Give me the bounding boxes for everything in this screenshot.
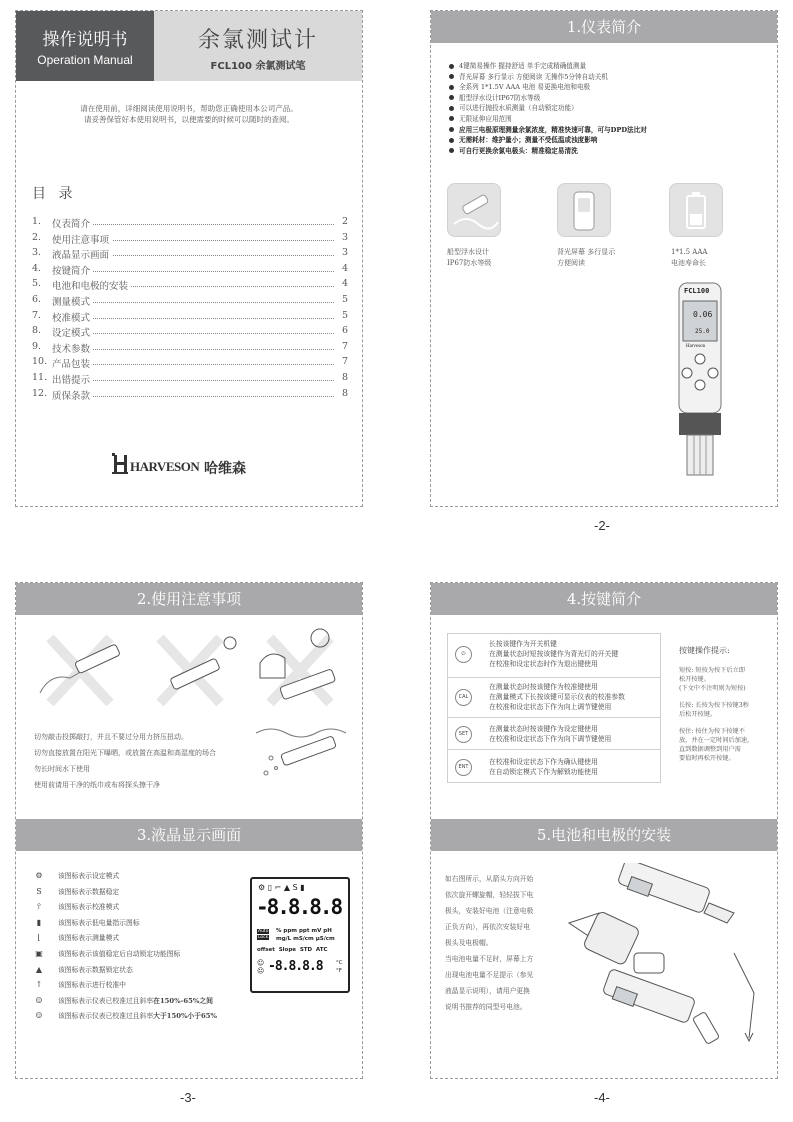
toc-page: 5 bbox=[339, 310, 348, 321]
toc-entry bbox=[32, 216, 348, 230]
icon-box-backlight bbox=[557, 183, 611, 237]
lcd-legend-text: 该图标表示仪表已校准过且斜率 bbox=[58, 1012, 154, 1021]
auto-lock-icon: ▣ bbox=[35, 949, 43, 958]
toc-page: 4 bbox=[339, 263, 348, 274]
probe-icon: ⫯ bbox=[37, 902, 41, 912]
toc-page: 6 bbox=[339, 325, 348, 336]
feature-item bbox=[449, 125, 769, 136]
toc-page: 4 bbox=[339, 278, 348, 289]
toc-page: 5 bbox=[339, 294, 348, 305]
lcd-face-icons: ☺ ☹ bbox=[257, 959, 265, 975]
toc-leader bbox=[52, 318, 334, 319]
title-cn: 操作说明书 bbox=[42, 30, 128, 50]
toc-page: 3 bbox=[339, 232, 348, 243]
toc-leader bbox=[52, 224, 334, 225]
section-header-lcd: 3.液晶显示画面 bbox=[16, 819, 362, 851]
waterproof-pen-icon bbox=[448, 184, 500, 236]
lcd-legend-text: 该图标表示测量模式 bbox=[58, 934, 120, 943]
page-keys-install bbox=[430, 582, 778, 1079]
bullet-icon bbox=[449, 74, 454, 79]
product-name: 余氯测试计 bbox=[197, 28, 318, 53]
toc-page: 3 bbox=[339, 247, 348, 258]
intro-line-2: 请妥善保管好本使用说明书，以便需要的时候可以随时的查阅。 bbox=[84, 115, 294, 124]
lcd-units-2: mg/L mS/cm μS/cm bbox=[276, 936, 335, 942]
lcd-legend-item bbox=[34, 1009, 217, 1023]
lcd-row-3: offset Slope STD ATC bbox=[257, 947, 328, 953]
product-title-block bbox=[154, 11, 362, 81]
toc-entry bbox=[32, 325, 348, 339]
page-cautions-lcd bbox=[15, 582, 363, 1079]
install-line: 正负方向），再依次安装好电 bbox=[445, 923, 530, 931]
s-icon: S bbox=[36, 886, 42, 896]
toc-text: 仪表简介 bbox=[52, 216, 93, 230]
feature-item bbox=[449, 114, 769, 125]
lcd-panel bbox=[250, 877, 350, 993]
lcd-legend-text: 该图标表示校准模式 bbox=[58, 903, 120, 912]
section-header-install: 5.电池和电极的安装 bbox=[431, 819, 777, 851]
lcd-legend-text: 该图标表示进行校准中 bbox=[58, 981, 126, 990]
power-icon: ⏻ bbox=[455, 646, 472, 663]
toc-entry bbox=[32, 294, 348, 308]
feature-item bbox=[449, 72, 769, 83]
hint-long: 长按: 长按为按下按键3秒 后松开按键。 bbox=[679, 702, 749, 718]
intro-line-1: 请在使用前，详细阅读使用说明书，帮助您正确使用本公司产品。 bbox=[80, 104, 298, 113]
smile-face-icon: ☺ bbox=[35, 1011, 43, 1021]
toc-text: 产品包装 bbox=[52, 356, 93, 370]
feature-item bbox=[449, 103, 769, 114]
low-battery-icon: ▮ bbox=[36, 917, 42, 927]
cover-banner bbox=[16, 11, 362, 81]
lcd-legend-text: 该图标表示设定模式 bbox=[58, 872, 120, 880]
device-illustration bbox=[675, 281, 725, 481]
toc-page: 2 bbox=[339, 216, 348, 227]
underwater-pen-icon bbox=[256, 723, 346, 783]
bullet-icon bbox=[449, 127, 454, 132]
icon-caption-backlight: 背光屏幕 多行显示 方便阅读 bbox=[557, 248, 616, 267]
toc-text: 测量模式 bbox=[52, 294, 93, 308]
lcd-legend-text: 该图标表示低电量指示图标 bbox=[58, 918, 140, 927]
toc-number: 8. bbox=[32, 325, 42, 337]
underwater-illustration bbox=[256, 723, 346, 783]
lcd-legend-item bbox=[34, 931, 119, 945]
lcd-legend-text: 该图标表示仪表已校准过且斜率 bbox=[58, 996, 154, 1005]
warning-icon: ▲ bbox=[35, 964, 43, 974]
caution-illustrations bbox=[30, 623, 350, 713]
key-power-desc: 长按该键作为开关机键 在测量状态时短按该键作为背光灯的开关键 在校准和设定状态时作为退出键使用 bbox=[489, 640, 619, 668]
hint-title: 按键操作提示: bbox=[679, 646, 730, 655]
toc-entry bbox=[32, 388, 348, 402]
toc-leader bbox=[52, 364, 334, 365]
toc-number: 3. bbox=[32, 247, 42, 259]
toc-text: 使用注意事项 bbox=[52, 232, 112, 246]
toc-page: 7 bbox=[339, 356, 348, 367]
caution-list bbox=[34, 729, 254, 793]
feature-list bbox=[449, 61, 769, 156]
feature-item bbox=[449, 135, 769, 146]
device-brand: Harveson bbox=[686, 344, 706, 349]
lcd-legend-item bbox=[34, 885, 119, 899]
key-set-desc: 在测量状态时按该键作为设定键使用 在校准和设定状态下作为向下调节键使用 bbox=[489, 725, 612, 743]
feature-text: 无需耗材：维护量小；测量不受低温或浊度影响 bbox=[459, 136, 598, 145]
toc-number: 9. bbox=[32, 340, 42, 352]
bullet-icon bbox=[449, 95, 454, 100]
toc-leader bbox=[52, 271, 334, 272]
page-cover bbox=[15, 10, 363, 507]
toc-text: 液晶显示画面 bbox=[52, 247, 112, 261]
toc-leader bbox=[52, 302, 334, 303]
key-hints bbox=[679, 645, 775, 763]
page-instrument-intro bbox=[430, 10, 778, 507]
icon-caption-waterproof: 船型浮水设计 IP67防水等级 bbox=[447, 248, 492, 267]
caution-1: 切勿敲击投掷敲打，并且不要过分用力挤压扭动。 bbox=[34, 733, 188, 741]
page-number-4: -4- bbox=[594, 1090, 610, 1105]
toc-number: 10. bbox=[32, 356, 48, 368]
lcd-legend-item bbox=[34, 869, 119, 883]
lcd-main-digits: -8.8.8.8 bbox=[256, 895, 342, 919]
lcd-legend-text: 该图标表示数据锁定状态 bbox=[58, 965, 133, 974]
toc-leader bbox=[52, 380, 334, 381]
ent-key-icon: ENT bbox=[455, 759, 472, 776]
install-line: 依次旋开螺旋帽，轻轻拔下电 bbox=[445, 891, 534, 899]
hint-hold: 按住: 按住为按下按键不 放，并在一定时间后加速， 直到数据调整到用户需 要值时再松开按键。 bbox=[679, 728, 754, 762]
lcd-legend-item bbox=[34, 978, 126, 992]
feature-text: 全系列 1*1.5V AAA 电池 易更换电池和电极 bbox=[459, 83, 591, 92]
toc-text: 电池和电极的安装 bbox=[52, 278, 131, 292]
logo-cn: 哈维森 bbox=[204, 461, 246, 477]
toc-text: 校准模式 bbox=[52, 310, 93, 324]
hint-short: 短按: 短按为按下后立即 松开按键。 (下文中不注明则为短按) bbox=[679, 667, 746, 692]
caution-3: 勿长时间水下使用 bbox=[34, 765, 90, 773]
key-cal-desc: 在测量状态时按该键作为校准键使用 在测量模式下长按该键可显示仪表的校准参数 在校准和设定状态下作为向上调节键使用 bbox=[489, 683, 625, 711]
battery-icon bbox=[670, 184, 722, 236]
measure-icon: ⌊ bbox=[37, 933, 41, 943]
key-ent-desc: 在校准和设定状态下作为确认键使用 在自动锁定模式下作为解锁功能使用 bbox=[489, 758, 598, 776]
toc-number: 1. bbox=[32, 216, 42, 227]
arrow-up-icon: ↑ bbox=[35, 980, 43, 990]
cal-key-icon: CAL bbox=[455, 689, 472, 706]
caution-4: 使用前请用干净的纸巾或布将探头擦干净 bbox=[34, 781, 160, 789]
key-row-ent bbox=[447, 749, 661, 784]
toc-entry bbox=[32, 310, 348, 324]
toc-number: 6. bbox=[32, 294, 42, 305]
page-number-2: -2- bbox=[594, 518, 610, 533]
toc-number: 4. bbox=[32, 262, 42, 274]
toc-page: 7 bbox=[339, 341, 348, 352]
feature-item bbox=[449, 93, 769, 104]
lcd-auto: Auto bbox=[258, 929, 269, 934]
key-row-power bbox=[447, 633, 661, 677]
lcd-units: % ppm ppt mV pH bbox=[276, 928, 332, 934]
feature-text: 无限延伸应用范围 bbox=[459, 114, 512, 123]
icon-box-battery bbox=[669, 183, 723, 237]
lcd-degc: °C bbox=[336, 960, 343, 966]
install-line: 如右图所示，从箭头方向开始 bbox=[445, 875, 534, 883]
lcd-legend-item bbox=[34, 900, 119, 914]
toc-number: 11. bbox=[32, 372, 48, 383]
section-header-intro: 1.仪表简介 bbox=[431, 11, 777, 43]
title-en: Operation Manual bbox=[37, 53, 133, 67]
feature-text: 4键简易操作 握持舒适 单手完成精确值测量 bbox=[459, 62, 587, 70]
toc-leader bbox=[52, 396, 334, 397]
bullet-icon bbox=[449, 116, 454, 121]
toc-text: 设定模式 bbox=[52, 325, 93, 339]
bullet-icon bbox=[449, 64, 454, 69]
bullet-icon bbox=[449, 148, 454, 153]
toc-page: 8 bbox=[339, 388, 348, 399]
caution-2: 切勿直接放置在阳光下曝晒，或放置在高温和高湿度的场合 bbox=[34, 749, 216, 757]
toc-text: 出错提示 bbox=[52, 372, 93, 386]
brand-logo bbox=[112, 449, 262, 479]
product-model: FCL100 余氯测试笔 bbox=[210, 61, 306, 72]
lcd-legend-item bbox=[34, 916, 140, 930]
toc-text: 质保条款 bbox=[52, 388, 93, 402]
cover-title-block bbox=[16, 11, 154, 81]
lcd-top-icons: ⚙ ▯ ⌐ ▲ S ▮ bbox=[258, 883, 305, 892]
lcd-legend-item bbox=[34, 994, 213, 1008]
icon-box-waterproof bbox=[447, 183, 501, 237]
lcd-legend-item bbox=[34, 963, 133, 977]
toc-leader bbox=[52, 349, 334, 350]
lcd-lock: Lock bbox=[258, 935, 269, 940]
caution-drawings-icon bbox=[30, 623, 350, 713]
feature-item bbox=[449, 146, 769, 157]
toc-number: 7. bbox=[32, 309, 42, 321]
install-line: 当电池电量不足时，屏幕上方 bbox=[445, 955, 534, 963]
install-line: 极头及电极帽。 bbox=[445, 939, 493, 947]
set-key-icon: SET bbox=[455, 726, 472, 743]
neutral-face-icon: ☺ bbox=[35, 995, 43, 1005]
toc-leader bbox=[52, 333, 334, 334]
toc-text: 按键简介 bbox=[52, 263, 93, 277]
lcd-legend-text: 该图标表示数据稳定 bbox=[58, 887, 120, 896]
lcd-legend-bold: 大于150%小于65% bbox=[153, 1012, 217, 1021]
bullet-icon bbox=[449, 106, 454, 111]
logo-text: HARVESON bbox=[130, 459, 200, 474]
device-reading: 0.06 bbox=[693, 310, 713, 319]
toc-text: 技术参数 bbox=[52, 341, 93, 355]
battery-electrode-install-icon bbox=[559, 863, 773, 1063]
toc-entry bbox=[32, 278, 348, 292]
feature-text: 可以进行抛投水质测量（自动锁定功能） bbox=[459, 104, 578, 113]
toc-page: 8 bbox=[339, 372, 348, 383]
toc-number: 12. bbox=[32, 387, 48, 399]
device-label: FCL100 bbox=[684, 287, 710, 295]
toc-entry bbox=[32, 356, 348, 370]
lcd-secondary-digits: -8.8.8.8 bbox=[268, 959, 323, 974]
icon-caption-battery: 1*1.5 AAA 电池寿命长 bbox=[671, 248, 708, 267]
feature-text: 可自行更换余氯电极头：精准稳定易清洗 bbox=[459, 146, 578, 155]
install-line: 说明书推荐的同型号电池。 bbox=[445, 1003, 527, 1011]
lcd-degf: °F bbox=[336, 968, 342, 974]
device-temp: 25.0 bbox=[695, 328, 710, 335]
install-line: 极头，安装好电池（注意电极 bbox=[445, 907, 534, 915]
install-illustration bbox=[559, 863, 773, 1063]
section-header-cautions: 2.使用注意事项 bbox=[16, 583, 362, 615]
section-header-keys: 4.按键简介 bbox=[431, 583, 777, 615]
feature-text: 背光屏幕 多行显示 方便阅读 无操作5分钟自动关机 bbox=[459, 72, 608, 81]
toc-entry bbox=[32, 372, 348, 386]
install-line: 出现电池电量不足提示（参见 bbox=[445, 971, 534, 979]
install-instructions bbox=[445, 871, 555, 1015]
page-number-3: -3- bbox=[180, 1090, 196, 1105]
key-row-cal bbox=[447, 677, 661, 718]
feature-text: 应用三电极原理测量余氯浓度，精准快速可靠，可与DPD法比对 bbox=[459, 125, 647, 134]
lcd-legend-item bbox=[34, 947, 180, 961]
key-row-set bbox=[447, 717, 661, 750]
toc-number: 5. bbox=[32, 278, 42, 290]
lcd-legend-bold: 在150%-65%之间 bbox=[153, 996, 213, 1005]
toc-title: 目 录 bbox=[32, 186, 77, 202]
gear-icon: ⚙ bbox=[35, 871, 43, 880]
feature-text: 船型浮水设计IP67防水等级 bbox=[459, 93, 541, 102]
backlight-screen-icon bbox=[558, 184, 610, 236]
install-line: 液晶显示说明），请用户更换 bbox=[445, 987, 530, 995]
feature-item bbox=[449, 82, 769, 93]
toc-entry bbox=[32, 232, 348, 246]
toc-entry bbox=[32, 263, 348, 277]
feature-item bbox=[449, 61, 769, 72]
toc-entry bbox=[32, 341, 348, 355]
toc-number: 2. bbox=[32, 231, 42, 243]
lcd-legend-text: 该图标表示该值稳定后自动锁定功能图标 bbox=[58, 950, 181, 958]
bullet-icon bbox=[449, 85, 454, 90]
bullet-icon bbox=[449, 138, 454, 143]
toc-entry bbox=[32, 247, 348, 261]
